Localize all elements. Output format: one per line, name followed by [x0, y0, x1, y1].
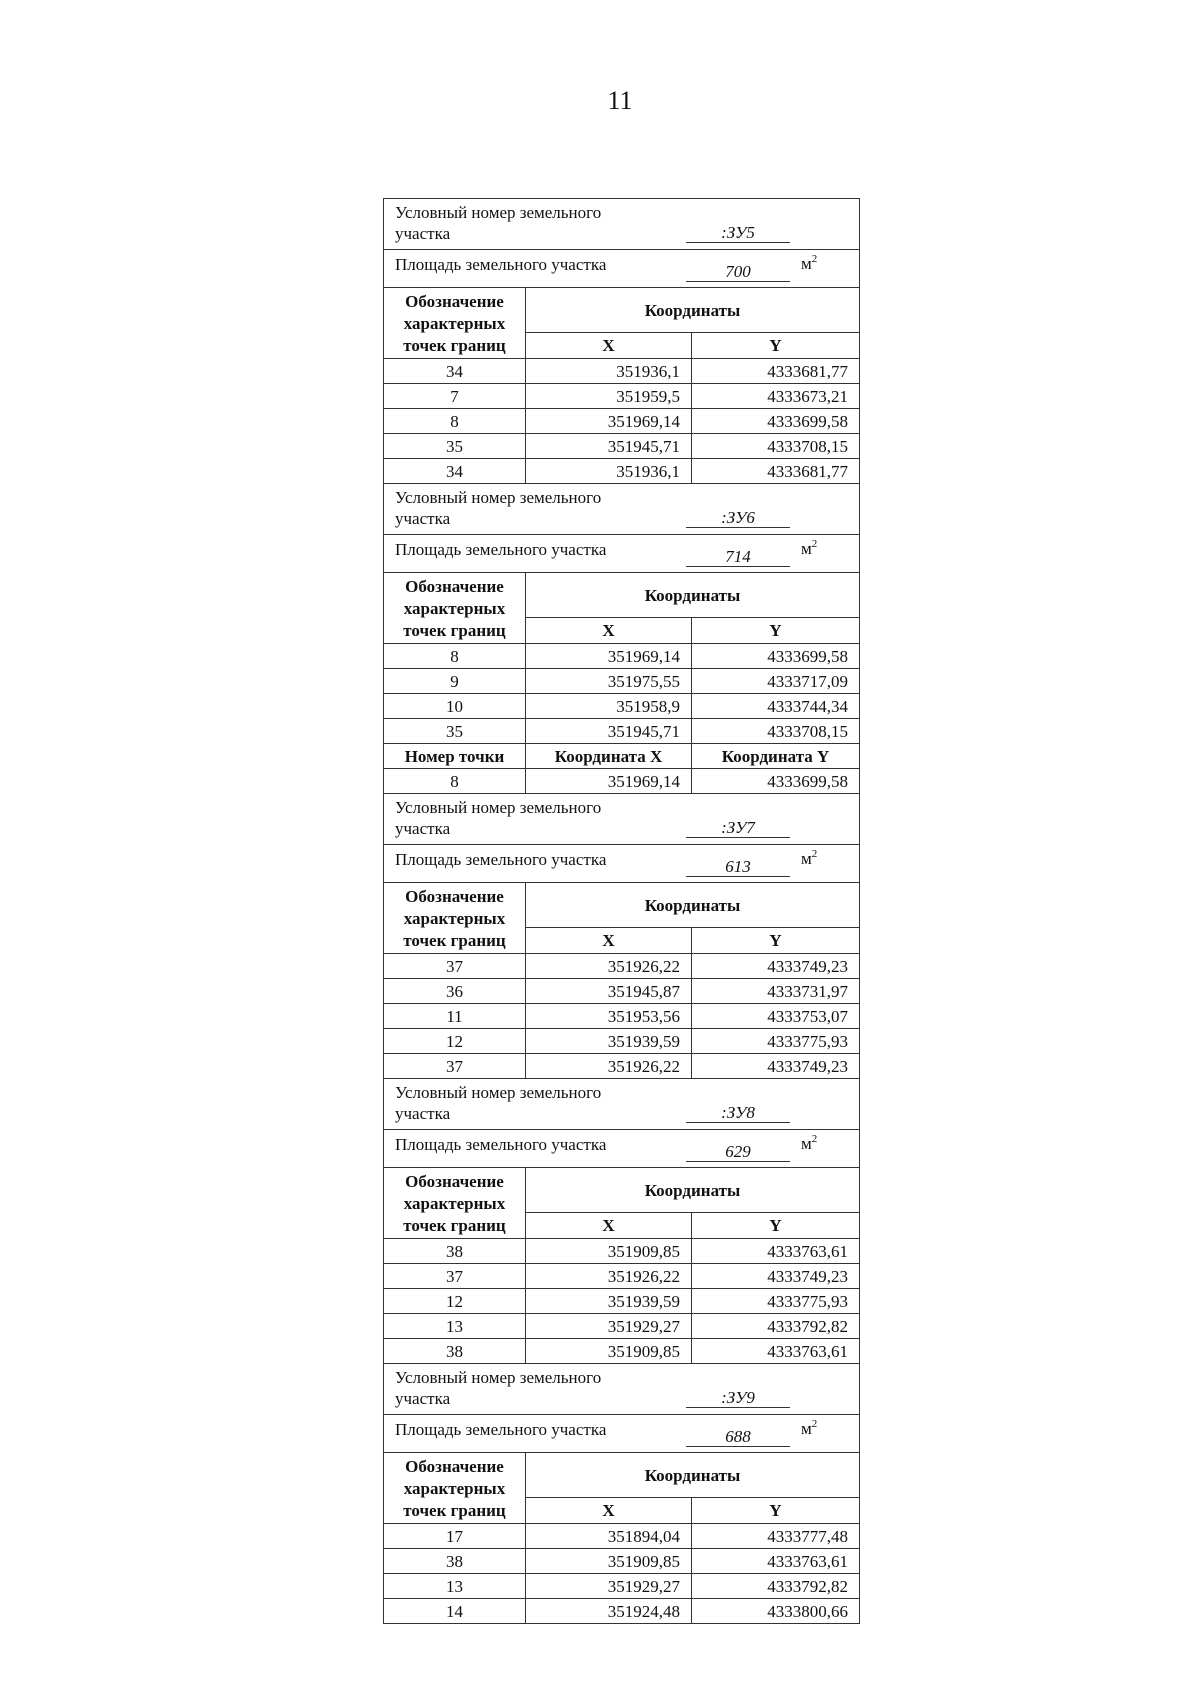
coordinates-header: Координаты — [526, 883, 860, 928]
plot-number-row — [384, 1364, 860, 1415]
plot-area-cell — [384, 535, 860, 573]
table-row — [384, 1599, 860, 1624]
plot-area-row — [384, 250, 860, 288]
plot-area-value: 688 — [686, 1428, 790, 1447]
point-number-header: Номер точки — [384, 744, 526, 769]
plot-area-value: 700 — [686, 263, 790, 282]
plot-area-row — [384, 1130, 860, 1168]
point-x: 351958,9 — [526, 694, 692, 719]
plot-area-block — [384, 1415, 859, 1452]
header-row — [384, 288, 860, 333]
area-unit-base: м — [801, 254, 812, 273]
point-x: 351945,87 — [526, 979, 692, 1004]
land-plots-table — [383, 198, 860, 1624]
points-header: Обозначение характерных точек границ — [384, 883, 526, 954]
plot-number-row — [384, 794, 860, 845]
points-header: Обозначение характерных точек границ — [384, 1453, 526, 1524]
point-y: 4333775,93 — [692, 1029, 860, 1054]
point-x: 351926,22 — [526, 1264, 692, 1289]
point-y: 4333777,48 — [692, 1524, 860, 1549]
table-row — [384, 1004, 860, 1029]
plot-number-value: :ЗУ9 — [686, 1389, 790, 1408]
point-y: 4333681,77 — [692, 459, 860, 484]
coord-x-header: Координата X — [526, 744, 692, 769]
plot-number-cell — [384, 1079, 860, 1130]
point-x: 351959,5 — [526, 384, 692, 409]
plot-area-block — [384, 250, 859, 287]
plot-area-row — [384, 535, 860, 573]
alt-header-row — [384, 744, 860, 769]
table-row — [384, 1029, 860, 1054]
point-y: 4333763,61 — [692, 1339, 860, 1364]
table-row — [384, 459, 860, 484]
plot-area-cell — [384, 1130, 860, 1168]
point-y: 4333800,66 — [692, 1599, 860, 1624]
table-row — [384, 1314, 860, 1339]
table-row — [384, 1289, 860, 1314]
y-header: Y — [692, 928, 860, 954]
point-x: 351969,14 — [526, 769, 692, 794]
plot-area-label: Площадь земельного участка — [395, 540, 607, 559]
plot-area-cell — [384, 845, 860, 883]
plot-area-label: Площадь земельного участка — [395, 255, 607, 274]
area-unit — [801, 253, 817, 274]
header-row — [384, 1453, 860, 1498]
x-header: X — [526, 333, 692, 359]
point-y: 4333749,23 — [692, 1054, 860, 1079]
plot-number-value: :ЗУ8 — [686, 1104, 790, 1123]
point-x: 351969,14 — [526, 644, 692, 669]
point-x: 351936,1 — [526, 359, 692, 384]
area-unit-sup: 2 — [811, 848, 818, 860]
area-unit — [801, 538, 817, 559]
area-unit-sup: 2 — [811, 253, 818, 265]
page-number: 11 — [607, 86, 633, 115]
y-header: Y — [692, 333, 860, 359]
plot-number-label: Условный номер земельного участка — [395, 1083, 602, 1123]
plot-area-label: Площадь земельного участка — [395, 1135, 607, 1154]
point-x: 351975,55 — [526, 669, 692, 694]
table-row — [384, 954, 860, 979]
plot-number-cell — [384, 484, 860, 535]
point-id: 38 — [384, 1339, 526, 1364]
table-row — [384, 1239, 860, 1264]
plot-number-value: :ЗУ7 — [686, 819, 790, 838]
table-row — [384, 979, 860, 1004]
plot-number-block — [384, 794, 859, 844]
point-x: 351945,71 — [526, 434, 692, 459]
plot-area-cell — [384, 250, 860, 288]
point-x: 351936,1 — [526, 459, 692, 484]
point-id: 8 — [384, 409, 526, 434]
point-id: 38 — [384, 1239, 526, 1264]
point-id: 11 — [384, 1004, 526, 1029]
point-y: 4333763,61 — [692, 1549, 860, 1574]
point-id: 34 — [384, 359, 526, 384]
y-header: Y — [692, 1213, 860, 1239]
plot-number-cell — [384, 199, 860, 250]
area-unit — [801, 848, 817, 869]
plot-area-row — [384, 845, 860, 883]
point-id: 37 — [384, 1264, 526, 1289]
plot-number-label: Условный номер земельного участка — [395, 203, 602, 243]
plot-number-cell — [384, 1364, 860, 1415]
header-row — [384, 883, 860, 928]
area-unit-base: м — [801, 1134, 812, 1153]
plot-number-block — [384, 1364, 859, 1414]
plot-number-value: :ЗУ6 — [686, 509, 790, 528]
point-y: 4333708,15 — [692, 434, 860, 459]
point-id: 34 — [384, 459, 526, 484]
table-row — [384, 384, 860, 409]
plot-number-value: :ЗУ5 — [686, 224, 790, 243]
point-id: 8 — [384, 769, 526, 794]
table-row — [384, 644, 860, 669]
coordinates-header: Координаты — [526, 288, 860, 333]
header-row — [384, 1168, 860, 1213]
plot-number-block — [384, 199, 859, 249]
point-id: 38 — [384, 1549, 526, 1574]
area-unit — [801, 1133, 817, 1154]
y-header: Y — [692, 618, 860, 644]
point-id: 12 — [384, 1289, 526, 1314]
plot-area-row — [384, 1415, 860, 1453]
point-x: 351909,85 — [526, 1339, 692, 1364]
point-y: 4333744,34 — [692, 694, 860, 719]
point-id: 13 — [384, 1314, 526, 1339]
point-x: 351926,22 — [526, 954, 692, 979]
point-y: 4333753,07 — [692, 1004, 860, 1029]
point-y: 4333681,77 — [692, 359, 860, 384]
point-id: 35 — [384, 434, 526, 459]
point-id: 17 — [384, 1524, 526, 1549]
plot-area-block — [384, 845, 859, 882]
point-id: 37 — [384, 1054, 526, 1079]
point-x: 351939,59 — [526, 1029, 692, 1054]
plot-number-label: Условный номер земельного участка — [395, 1368, 602, 1408]
x-header: X — [526, 618, 692, 644]
point-id: 12 — [384, 1029, 526, 1054]
point-y: 4333749,23 — [692, 954, 860, 979]
coordinates-header: Координаты — [526, 573, 860, 618]
points-header: Обозначение характерных точек границ — [384, 573, 526, 644]
point-y: 4333699,58 — [692, 644, 860, 669]
points-header: Обозначение характерных точек границ — [384, 1168, 526, 1239]
point-y: 4333673,21 — [692, 384, 860, 409]
point-y: 4333775,93 — [692, 1289, 860, 1314]
point-x: 351945,71 — [526, 719, 692, 744]
point-id: 35 — [384, 719, 526, 744]
table-row — [384, 409, 860, 434]
point-id: 10 — [384, 694, 526, 719]
table-row — [384, 719, 860, 744]
plot-area-block — [384, 1130, 859, 1167]
point-x: 351929,27 — [526, 1314, 692, 1339]
table-row — [384, 769, 860, 794]
point-id: 14 — [384, 1599, 526, 1624]
x-header: X — [526, 1498, 692, 1524]
point-x: 351939,59 — [526, 1289, 692, 1314]
plot-number-block — [384, 484, 859, 534]
point-y: 4333792,82 — [692, 1574, 860, 1599]
table-row — [384, 1549, 860, 1574]
points-header: Обозначение характерных точек границ — [384, 288, 526, 359]
area-unit-sup: 2 — [811, 1133, 818, 1145]
area-unit-base: м — [801, 539, 812, 558]
point-x: 351909,85 — [526, 1549, 692, 1574]
plot-number-label: Условный номер земельного участка — [395, 488, 602, 528]
plot-number-row — [384, 484, 860, 535]
point-id: 13 — [384, 1574, 526, 1599]
point-id: 9 — [384, 669, 526, 694]
area-unit-base: м — [801, 849, 812, 868]
y-header: Y — [692, 1498, 860, 1524]
plot-area-value: 629 — [686, 1143, 790, 1162]
table-row — [384, 694, 860, 719]
coord-y-header: Координата Y — [692, 744, 860, 769]
point-y: 4333749,23 — [692, 1264, 860, 1289]
point-id: 8 — [384, 644, 526, 669]
point-y: 4333717,09 — [692, 669, 860, 694]
point-x: 351909,85 — [526, 1239, 692, 1264]
plot-area-cell — [384, 1415, 860, 1453]
table-row — [384, 1574, 860, 1599]
plot-area-label: Площадь земельного участка — [395, 850, 607, 869]
x-header: X — [526, 1213, 692, 1239]
table-row — [384, 1524, 860, 1549]
point-id: 36 — [384, 979, 526, 1004]
point-x: 351969,14 — [526, 409, 692, 434]
plot-area-value: 714 — [686, 548, 790, 567]
coordinates-header: Координаты — [526, 1168, 860, 1213]
table-row — [384, 1054, 860, 1079]
point-y: 4333699,58 — [692, 769, 860, 794]
plot-number-block — [384, 1079, 859, 1129]
header-row — [384, 573, 860, 618]
point-id: 7 — [384, 384, 526, 409]
point-y: 4333731,97 — [692, 979, 860, 1004]
plot-area-label: Площадь земельного участка — [395, 1420, 607, 1439]
plot-area-block — [384, 535, 859, 572]
point-x: 351926,22 — [526, 1054, 692, 1079]
plot-number-row — [384, 199, 860, 250]
table-row — [384, 1264, 860, 1289]
point-x: 351924,48 — [526, 1599, 692, 1624]
point-x: 351953,56 — [526, 1004, 692, 1029]
table-row — [384, 359, 860, 384]
point-y: 4333792,82 — [692, 1314, 860, 1339]
point-y: 4333708,15 — [692, 719, 860, 744]
point-id: 37 — [384, 954, 526, 979]
plot-area-value: 613 — [686, 858, 790, 877]
plot-number-row — [384, 1079, 860, 1130]
point-x: 351929,27 — [526, 1574, 692, 1599]
area-unit-base: м — [801, 1419, 812, 1438]
area-unit-sup: 2 — [811, 1418, 818, 1430]
area-unit-sup: 2 — [811, 538, 818, 550]
area-unit — [801, 1418, 817, 1439]
coordinates-header: Координаты — [526, 1453, 860, 1498]
plot-number-label: Условный номер земельного участка — [395, 798, 602, 838]
x-header: X — [526, 928, 692, 954]
table-row — [384, 669, 860, 694]
point-y: 4333763,61 — [692, 1239, 860, 1264]
table-row — [384, 434, 860, 459]
point-x: 351894,04 — [526, 1524, 692, 1549]
plot-number-cell — [384, 794, 860, 845]
table-row — [384, 1339, 860, 1364]
point-y: 4333699,58 — [692, 409, 860, 434]
